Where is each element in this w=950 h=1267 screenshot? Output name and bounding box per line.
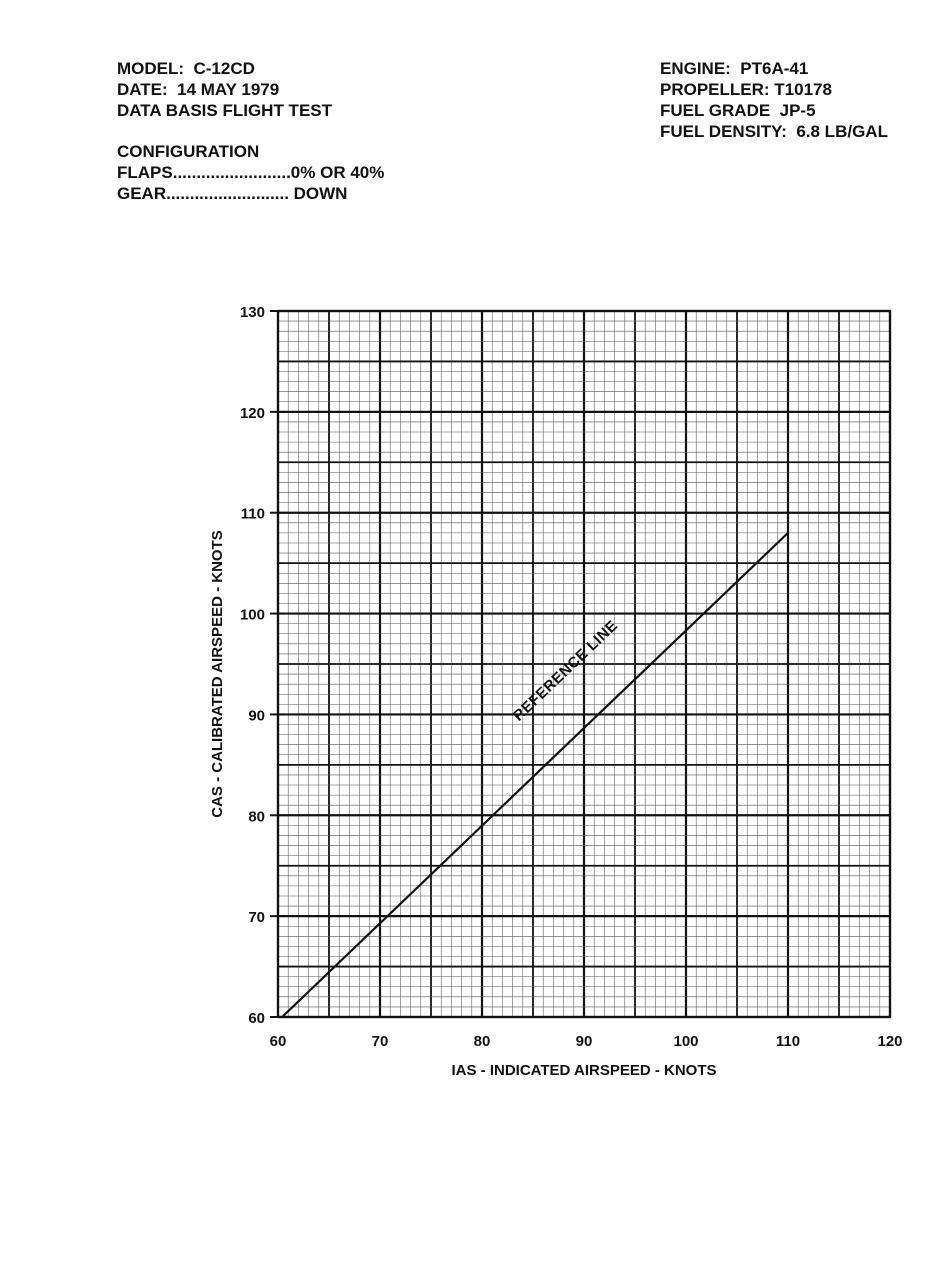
x-tick-label: 110 (775, 1033, 801, 1050)
x-tick-label: 90 (575, 1033, 593, 1050)
y-tick-label: 60 (248, 1010, 265, 1027)
y-tick-label: 90 (248, 707, 265, 725)
header-right-line: FUEL DENSITY: 6.8 LB/GAL (660, 122, 888, 141)
y-tick-label: 70 (248, 909, 265, 927)
x-tick-label: 80 (473, 1033, 491, 1050)
header-left-line: DATE: 14 MAY 1979 (117, 80, 280, 99)
y-tick-label: 80 (248, 808, 265, 826)
y-tick-label: 120 (239, 404, 265, 422)
configuration-line: FLAPS.........................0% OR 40% (117, 163, 385, 182)
header-left-line: MODEL: C-12CD (117, 59, 255, 78)
x-axis-label: IAS - INDICATED AIRSPEED - KNOTS (451, 1062, 717, 1079)
x-tick-label: 70 (371, 1033, 389, 1050)
x-tick-label: 120 (877, 1033, 903, 1050)
y-axis-label: CAS - CALIBRATED AIRSPEED - KNOTS (209, 530, 226, 818)
y-tick-label: 110 (240, 505, 265, 523)
header-right-line: PROPELLER: T10178 (660, 80, 832, 99)
x-tick-label: 60 (269, 1033, 287, 1050)
reference-line-annotation: REFERENCE LINE (509, 617, 622, 725)
configuration-line: CONFIGURATION (117, 142, 260, 161)
configuration-line: GEAR.......................... DOWN (117, 184, 348, 203)
y-tick-label: 100 (239, 606, 265, 624)
header-left-line: DATA BASIS FLIGHT TEST (117, 101, 333, 120)
header-right-line: FUEL GRADE JP-5 (660, 101, 816, 120)
y-tick-label: 130 (239, 304, 265, 321)
header-right-line: ENGINE: PT6A-41 (660, 59, 809, 78)
x-tick-label: 100 (673, 1033, 699, 1050)
